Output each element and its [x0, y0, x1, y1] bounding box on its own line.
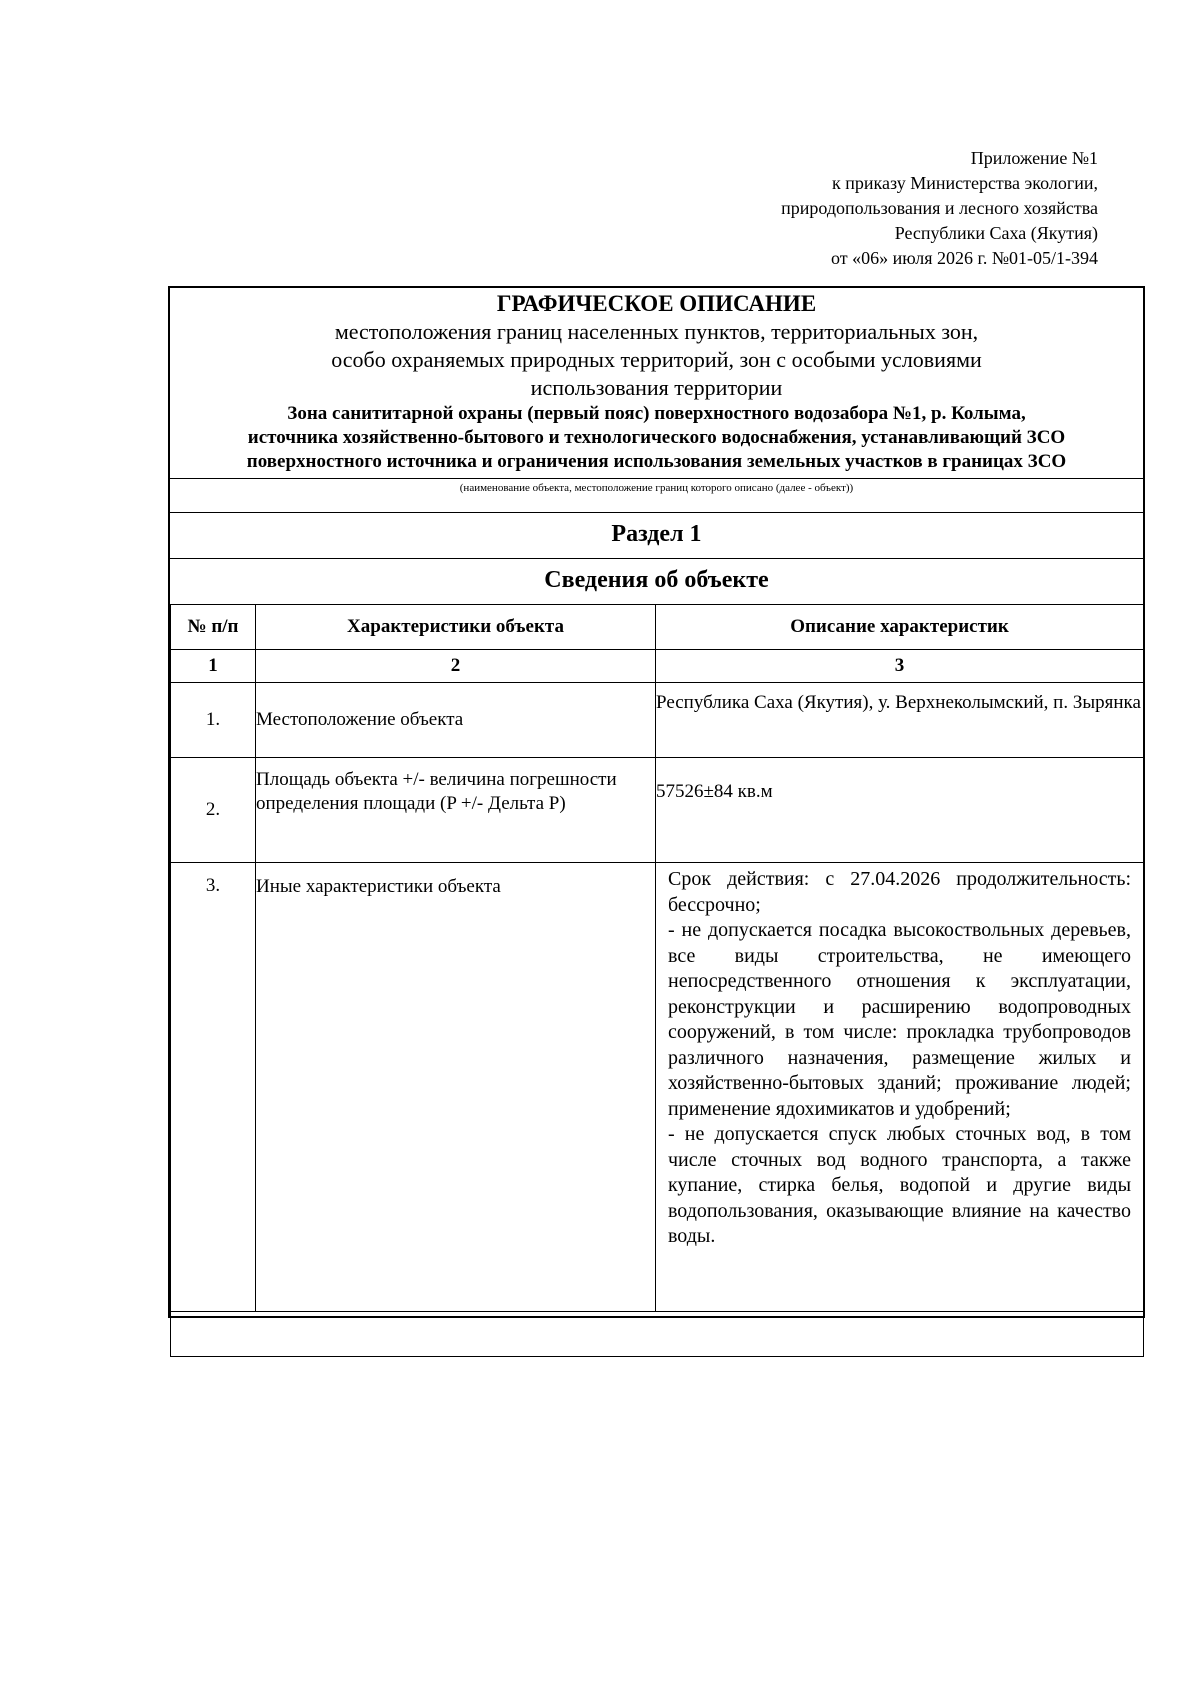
object-note: (наименование объекта, местоположение границ которого описано (далее - объект))	[459, 482, 854, 494]
characteristics-table	[170, 604, 1144, 1357]
document-subtitle	[170, 318, 1143, 402]
description-paragraph: - не допускается спуск любых сточных вод, в том числе сточных вод водного транспорта, а также купание, стирка белья, водопой и другие виды водопользования, оказывающие влияние на качество воды.	[668, 1123, 1131, 1247]
object-name	[170, 402, 1143, 474]
table-row	[171, 863, 1144, 1312]
characteristic-cell: Площадь объекта +/- величина погрешности определения площади (P +/- Дельта P)	[256, 758, 656, 863]
description-paragraph: - не допускается посадка высокоствольных деревьев, все виды строительства, не имеющего непосредственного отношения к эксплуатации, реконструкции и расширению водопроводных сооружений, в том числе: прокладка трубопроводов различного назначения, размещение жилых и хозяйственно-бытовых зданий; проживание людей; применение ядохимикатов и удобрений;	[668, 919, 1131, 1120]
divider	[170, 558, 1143, 559]
subtitle-line: особо охраняемых природных территорий, зон с особыми условиями	[331, 347, 982, 372]
table-header-cell: Характеристики объекта	[256, 605, 656, 650]
appendix-line: к приказу Министерства экологии,	[831, 173, 1098, 193]
column-number: 1	[171, 650, 256, 683]
table-row	[171, 683, 1144, 758]
appendix-line: от «06» июля 2026 г. №01-05/1-394	[830, 248, 1098, 268]
description-frame	[168, 286, 1145, 1318]
column-number: 3	[656, 650, 1144, 683]
description-cell	[656, 863, 1144, 1312]
divider	[170, 478, 1143, 479]
appendix-line: природопользования и лесного хозяйства	[781, 198, 1098, 218]
empty-cell	[171, 1312, 1144, 1357]
section-label: Раздел 1	[611, 521, 702, 547]
object-name-line: источника хозяйственно-бытового и технологического водоснабжения, устанавливающий ЗСО	[247, 427, 1066, 448]
table-empty-row	[171, 1312, 1144, 1357]
table-header-cell: Описание характеристик	[656, 605, 1144, 650]
description-cell: 57526±84 кв.м	[656, 758, 1144, 863]
subtitle-line: местоположения границ населенных пунктов, территориальных зон,	[334, 319, 979, 344]
row-number: 2.	[171, 758, 256, 863]
characteristic-cell: Местоположение объекта	[256, 683, 656, 758]
appendix-line: Приложение №1	[970, 148, 1098, 168]
characteristic-cell: Иные характеристики объекта	[256, 863, 656, 1312]
subtitle-line: использования территории	[530, 375, 783, 400]
divider	[170, 512, 1143, 513]
table-row	[171, 758, 1144, 863]
table-header-row	[171, 605, 1144, 650]
table-header-cell: № п/п	[171, 605, 256, 650]
section-title: Сведения об объекте	[544, 567, 769, 593]
object-name-line: Зона санититарной охраны (первый пояс) поверхностного водозабора №1, р. Колыма,	[287, 403, 1026, 424]
row-number: 3.	[171, 863, 256, 1312]
appendix-block	[498, 146, 1098, 271]
document-title: ГРАФИЧЕСКОЕ ОПИСАНИЕ	[496, 291, 817, 316]
appendix-line: Республики Саха (Якутия)	[894, 223, 1098, 243]
description-paragraph: Срок действия: с 27.04.2026 продолжительность: бессрочно;	[668, 868, 1131, 916]
column-number: 2	[256, 650, 656, 683]
description-cell: Республика Саха (Якутия), у. Верхнеколымский, п. Зырянка	[656, 683, 1144, 758]
row-number: 1.	[171, 683, 256, 758]
table-number-row	[171, 650, 1144, 683]
object-name-line: поверхностного источника и ограничения использования земельных участков в границах ЗСО	[246, 451, 1067, 472]
